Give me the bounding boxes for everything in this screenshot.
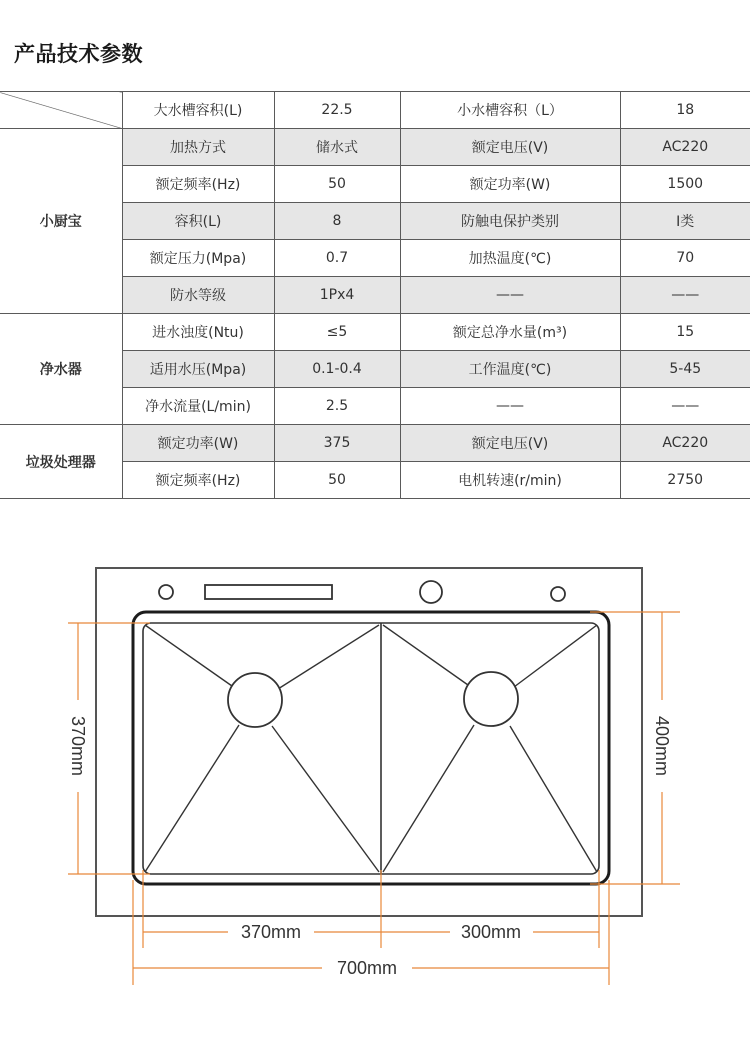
- param-value: 2750: [620, 462, 750, 499]
- param-value: 22.5: [274, 92, 400, 129]
- param-value: 0.1-0.4: [274, 351, 400, 388]
- dim-right-height: 400mm: [652, 715, 672, 777]
- param-label: 容积(L): [122, 203, 274, 240]
- param-value: 0.7: [274, 240, 400, 277]
- param-label: 加热方式: [122, 129, 274, 166]
- table-row: [0, 92, 750, 129]
- param-value: 15: [620, 314, 750, 351]
- right-drain: [464, 672, 518, 726]
- param-value: 375: [274, 425, 400, 462]
- param-value: 70: [620, 240, 750, 277]
- corner-cell: [0, 92, 122, 129]
- param-value: 储水式: [274, 129, 400, 166]
- dim-left-height: 370mm: [68, 715, 88, 777]
- param-value: ——: [620, 388, 750, 425]
- dim-total-width: 700mm: [336, 958, 398, 978]
- group-label-disposer: 垃圾处理器: [0, 425, 122, 499]
- page-title: 产品技术参数: [14, 42, 143, 66]
- dim-bowl-right-width: 300mm: [460, 922, 522, 942]
- left-drain: [228, 673, 282, 727]
- param-value: 8: [274, 203, 400, 240]
- param-label: 额定电压(V): [400, 129, 620, 166]
- table-row: [0, 425, 750, 462]
- param-label: 大水槽容积(L): [122, 92, 274, 129]
- param-label: 额定压力(Mpa): [122, 240, 274, 277]
- param-label: 防水等级: [122, 277, 274, 314]
- param-label: 额定总净水量(m³): [400, 314, 620, 351]
- table-row: [0, 314, 750, 351]
- param-value: 50: [274, 166, 400, 203]
- param-value: ——: [620, 277, 750, 314]
- group-label-kitchen: 小厨宝: [0, 129, 122, 314]
- param-value: ≤5: [274, 314, 400, 351]
- param-value: I类: [620, 203, 750, 240]
- param-value: 1500: [620, 166, 750, 203]
- param-label: 额定频率(Hz): [122, 166, 274, 203]
- param-label: 额定频率(Hz): [122, 462, 274, 499]
- param-label: 净水流量(L/min): [122, 388, 274, 425]
- sink-dimension-diagram: [0, 540, 750, 1020]
- dim-bowl-left-width: 370mm: [240, 922, 302, 942]
- param-label: 进水浊度(Ntu): [122, 314, 274, 351]
- param-value: 2.5: [274, 388, 400, 425]
- param-label: 防触电保护类别: [400, 203, 620, 240]
- param-label: ——: [400, 388, 620, 425]
- param-value: 5-45: [620, 351, 750, 388]
- param-value: AC220: [620, 425, 750, 462]
- table-row: [0, 129, 750, 166]
- sink-deck-outline: [96, 568, 642, 916]
- param-value: 18: [620, 92, 750, 129]
- param-value: 1Px4: [274, 277, 400, 314]
- param-label: ——: [400, 277, 620, 314]
- param-label: 电机转速(r/min): [400, 462, 620, 499]
- param-label: 额定功率(W): [400, 166, 620, 203]
- param-label: 工作温度(℃): [400, 351, 620, 388]
- param-label: 适用水压(Mpa): [122, 351, 274, 388]
- spec-table: [0, 91, 750, 499]
- param-label: 加热温度(℃): [400, 240, 620, 277]
- param-value: 50: [274, 462, 400, 499]
- param-label: 额定电压(V): [400, 425, 620, 462]
- param-label: 额定功率(W): [122, 425, 274, 462]
- param-label: 小水槽容积（L）: [400, 92, 620, 129]
- param-value: AC220: [620, 129, 750, 166]
- group-label-purifier: 净水器: [0, 314, 122, 425]
